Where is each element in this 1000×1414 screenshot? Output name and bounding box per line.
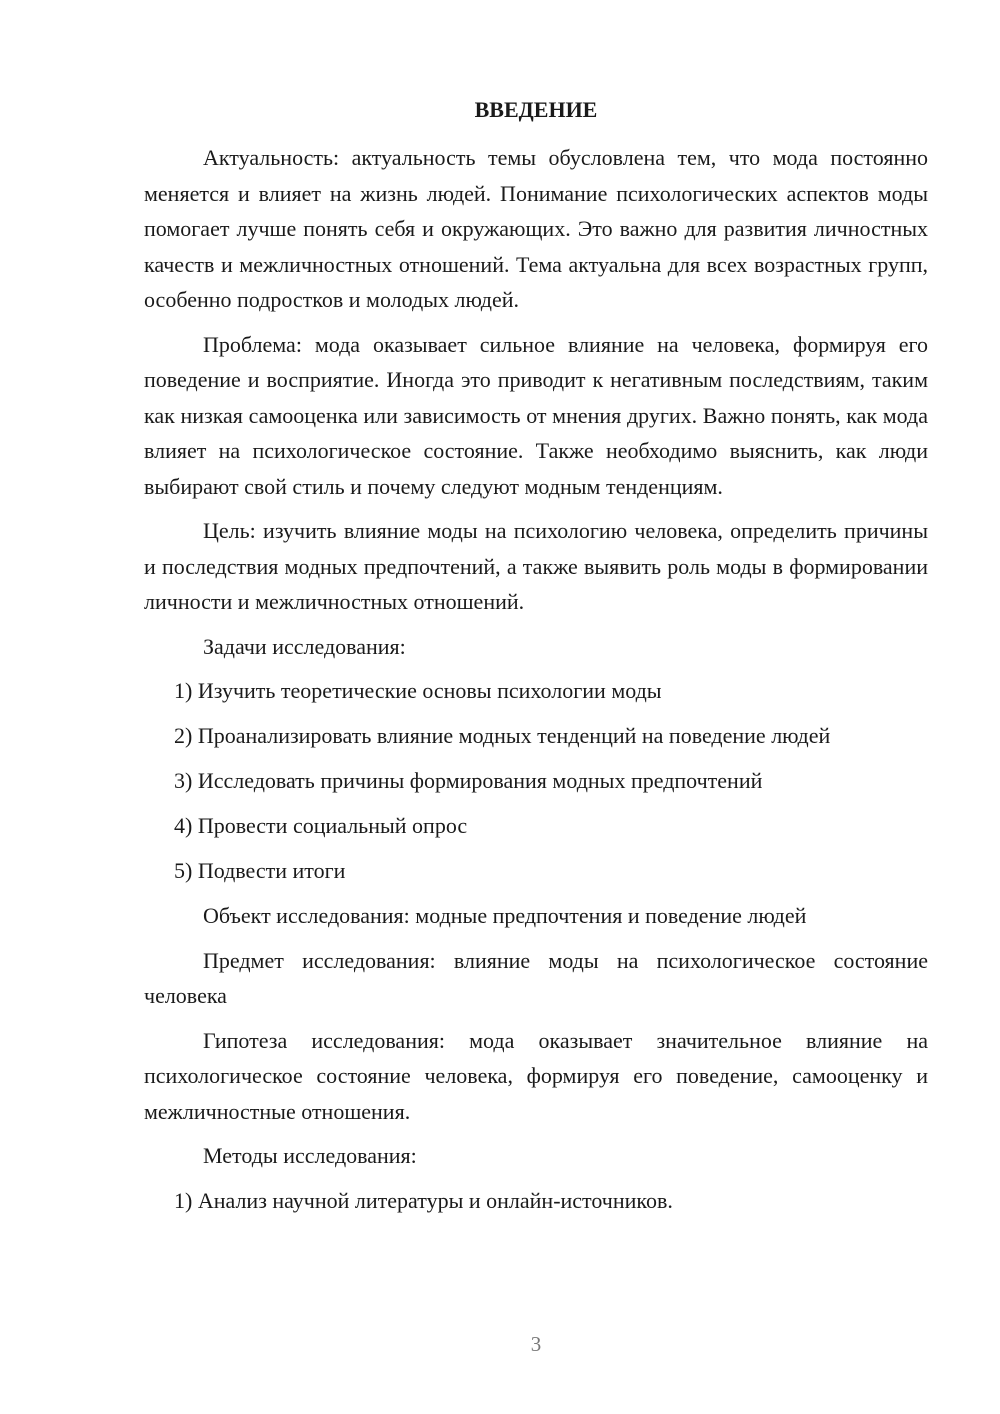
task-item: 1) Изучить теоретические основы психологии моды [174, 678, 662, 703]
task-item: 5) Подвести итоги [174, 858, 346, 883]
methods-heading: Методы исследования: [203, 1143, 417, 1168]
page-number: 3 [530, 1332, 542, 1356]
tasks-heading: Задачи исследования: [203, 633, 406, 659]
method-item: 1) Анализ научной литературы и онлайн-источников. [174, 1187, 673, 1213]
task-item: 2) Проанализировать влияние модных тенденций на поведение людей [174, 723, 831, 748]
problem-paragraph: Проблема: мода оказывает сильное влияние на человека, формируя его поведение и восприятие. Иногда это приводит к негативным последствиям, таким как низкая самооценка или зависимость от мнения других. Важно понять, как мода влияет на психологическое состояние. Также необходимо выяснить, как люди выбирают свой стиль и почему следуют модным тенденциям. [144, 331, 928, 499]
goal-paragraph: Цель: изучить влияние моды на психологию человека, определить причины и последствия модных предпочтений, а также выявить роль моды в формировании личности и межличностных отношений. [144, 518, 928, 614]
object-paragraph: Объект исследования: модные предпочтения и поведение людей [203, 903, 807, 928]
relevance-paragraph: Актуальность: актуальность темы обусловлена тем, что мода постоянно меняется и влияет на жизнь людей. Понимание психологических аспектов моды помогает лучше понять себя и окружающих. Это важно для развития личностных качеств и межличностных отношений. Тема актуальна для всех возрастных групп, особенно подростков и молодых людей. [144, 145, 928, 312]
subject-paragraph: Предмет исследования: влияние моды на психологическое состояние человека [144, 947, 928, 1008]
task-item: 3) Исследовать причины формирования модных предпочтений [174, 768, 763, 793]
hypothesis-paragraph: Гипотеза исследования: мода оказывает значительное влияние на психологическое состояние человека, формируя его поведение, самооценку и межличностные отношения. [144, 1027, 928, 1124]
task-item: 4) Провести социальный опрос [174, 813, 468, 838]
page-content [144, 92, 928, 1228]
page-title: ВВЕДЕНИЕ [474, 97, 598, 122]
